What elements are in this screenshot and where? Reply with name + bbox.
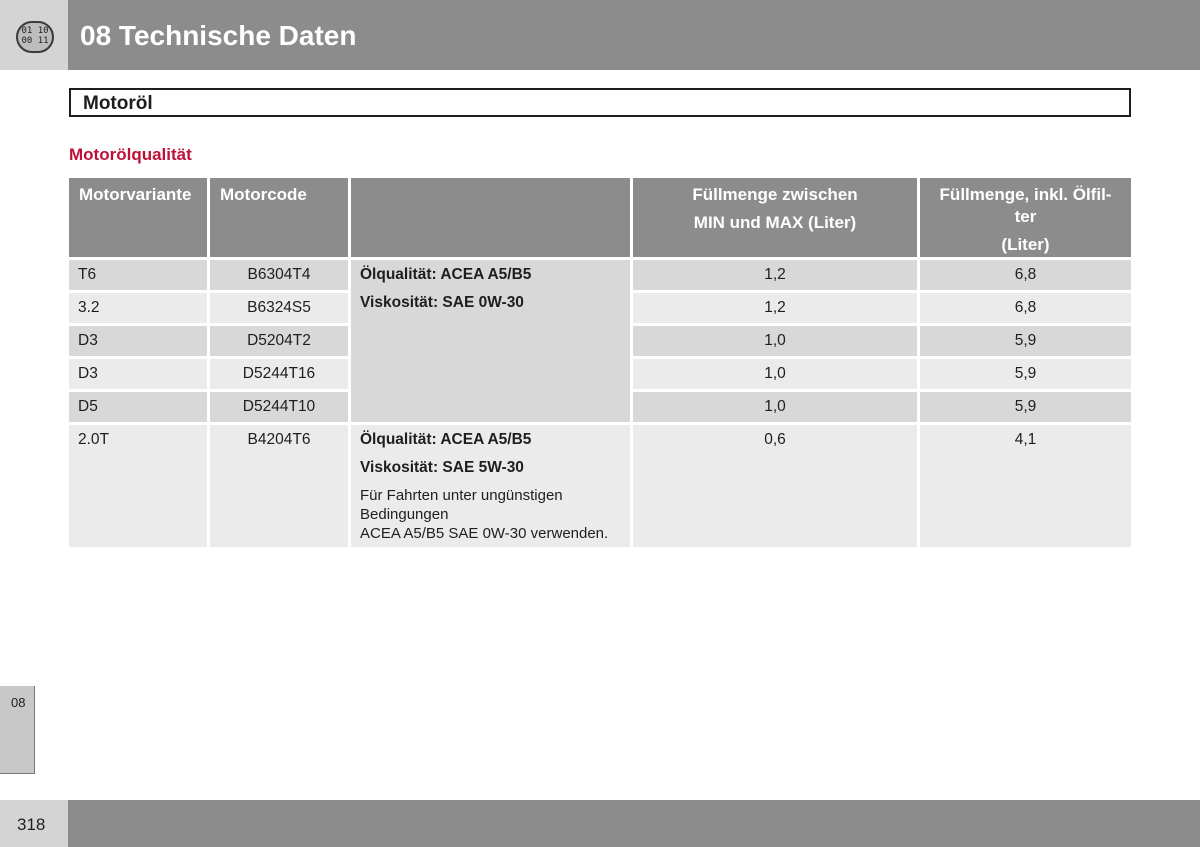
cell-code: B4204T6 <box>210 425 351 550</box>
oil-note-line1: Für Fahrten unter ungünstigen <box>360 487 563 504</box>
cell-code: D5244T10 <box>210 392 351 425</box>
oil-note-line2: Bedingungen <box>360 506 449 523</box>
chapter-icon <box>16 21 54 53</box>
oil-viscosity: Viskosität: SAE 5W-30 <box>360 459 524 476</box>
cell-variant: 2.0T <box>69 425 210 550</box>
header-oil-spec <box>351 178 633 260</box>
header-fill-min-max <box>633 178 920 260</box>
cell-oil-spec-group1 <box>351 260 633 425</box>
cell-fill-incl-filter: 5,9 <box>920 359 1131 392</box>
cell-variant: D3 <box>69 359 210 392</box>
header-motorvariante: Motorvariante <box>69 178 210 260</box>
cell-fill-incl-filter: 5,9 <box>920 326 1131 359</box>
page-number: 318 <box>17 815 46 834</box>
cell-variant: D3 <box>69 326 210 359</box>
cell-code: D5204T2 <box>210 326 351 359</box>
table-row <box>69 260 1131 293</box>
header-fill-incl-filter <box>920 178 1131 260</box>
header-fill-incl-filter-line3: (Liter) <box>1001 235 1050 254</box>
table-row <box>69 425 1131 550</box>
cell-fill-incl-filter: 4,1 <box>920 425 1131 550</box>
oil-note <box>360 486 621 543</box>
header-motorcode: Motorcode <box>210 178 351 260</box>
chapter-side-tab-label: 08 <box>11 695 26 710</box>
chapter-side-tab <box>0 686 35 774</box>
cell-variant: 3.2 <box>69 293 210 326</box>
header-fill-incl-filter-line2: ter <box>1014 207 1037 226</box>
cell-variant: D5 <box>69 392 210 425</box>
oil-note-line3: ACEA A5/B5 SAE 0W-30 verwenden. <box>360 525 609 542</box>
cell-fill-min-max: 1,2 <box>633 260 920 293</box>
footer-bar <box>68 800 1200 847</box>
table-header-row <box>69 178 1131 260</box>
cell-fill-min-max: 1,0 <box>633 326 920 359</box>
cell-fill-min-max: 0,6 <box>633 425 920 550</box>
header-fill-min-max-line1: Füllmenge zwischen <box>692 185 858 204</box>
chapter-icon-top-label: 01 10 <box>21 26 49 36</box>
engine-oil-table <box>69 178 1131 550</box>
chapter-title: 08 Technische Daten <box>80 20 357 51</box>
section-subtitle: Motorölqualität <box>69 145 192 164</box>
oil-quality: Ölqualität: ACEA A5/B5 <box>360 266 532 283</box>
cell-fill-min-max: 1,0 <box>633 359 920 392</box>
cell-variant: T6 <box>69 260 210 293</box>
oil-quality: Ölqualität: ACEA A5/B5 <box>360 431 532 448</box>
section-title: Motoröl <box>83 93 153 114</box>
cell-fill-min-max: 1,0 <box>633 392 920 425</box>
header-fill-min-max-line2: MIN und MAX (Liter) <box>693 213 857 232</box>
cell-code: D5244T16 <box>210 359 351 392</box>
header-fill-incl-filter-line1: Füllmenge, inkl. Ölfil- <box>939 185 1112 204</box>
cell-fill-incl-filter: 6,8 <box>920 293 1131 326</box>
cell-fill-incl-filter: 6,8 <box>920 260 1131 293</box>
oil-viscosity: Viskosität: SAE 0W-30 <box>360 294 524 311</box>
cell-oil-spec-group2 <box>351 425 633 550</box>
section-title-box <box>69 88 1131 117</box>
cell-fill-incl-filter: 5,9 <box>920 392 1131 425</box>
cell-code: B6304T4 <box>210 260 351 293</box>
cell-code: B6324S5 <box>210 293 351 326</box>
cell-fill-min-max: 1,2 <box>633 293 920 326</box>
chapter-icon-bottom-label: 00 11 <box>21 36 49 46</box>
